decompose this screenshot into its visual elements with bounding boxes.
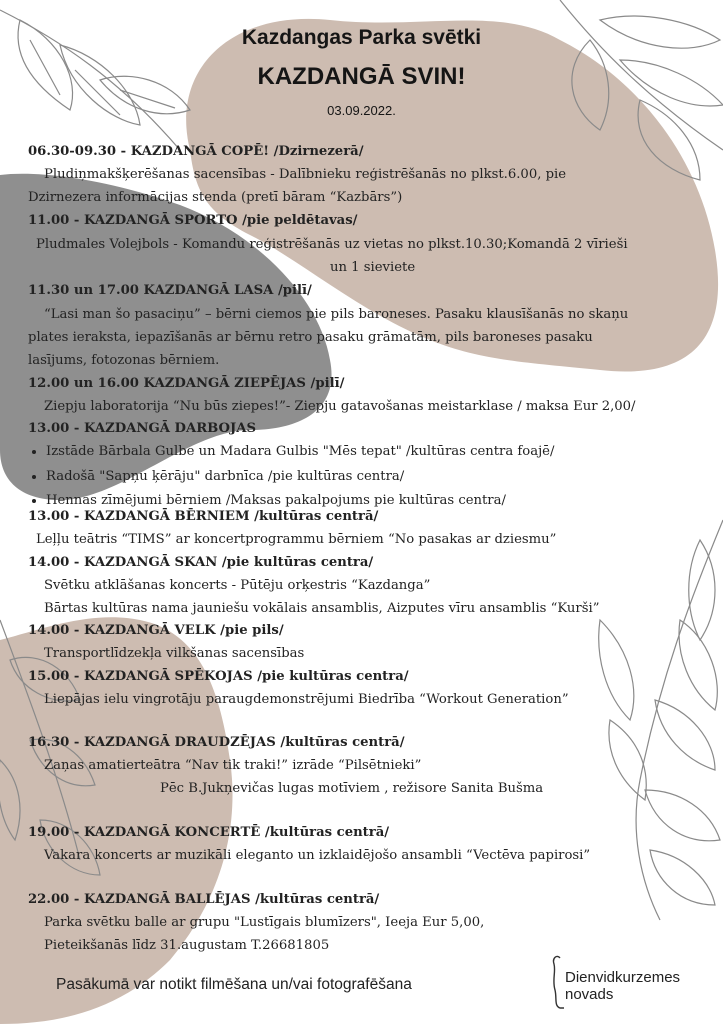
event-description: Pieteikšanās līdz 31.augustam T.26681805 [44, 938, 330, 953]
event-description: Vakara koncerts ar muzikāli eleganto un izklaidējošo ansambli “Vectēva papirosi” [44, 848, 591, 863]
event-heading: 14.00 - KAZDANGĀ SKAN /pie kultūras centra/ [28, 555, 374, 570]
filming-notice: Pasākumā var notikt filmēšana un/vai fotografēšana [56, 976, 412, 993]
event-description: Bārtas kultūras nama jauniešu vokālais ansamblis, Aizputes vīru ansamblis “Kurši” [44, 601, 600, 616]
event-description: Dzirnezera informācijas stenda (pretī bāram “Kazbārs”) [28, 190, 403, 205]
event-heading: 11.00 - KAZDANGĀ SPORTO /pie peldētavas/ [28, 213, 358, 228]
event-heading: 15.00 - KAZDANGĀ SPĒKOJAS /pie kultūras centra/ [28, 669, 409, 684]
event-description: “Lasi man šo pasaciņu” – bērni ciemos pie pils baroneses. Pasaku klausīšanās no skaņu [44, 307, 629, 322]
event-heading: 13.00 - KAZDANGĀ DARBOJAS [28, 421, 257, 436]
event-description: lasījums, fotozonas bērniem. [28, 353, 220, 368]
event-title: Kazdangas Parka svētki [241, 26, 482, 49]
event-heading: 22.00 - KAZDANGĀ BALLĒJAS /kultūras centrā/ [28, 892, 380, 907]
event-description: Leļļu teātris “TIMS” ar koncertprogrammu bērniem “No pasakas ar dziesmu” [36, 532, 557, 547]
list-item: • Hennas zīmējumi bērniem /Maksas pakalpojums pie kultūras centra/ [46, 489, 554, 514]
event-description: Transportlīdzekļa vilkšanas sacensības [44, 646, 305, 661]
event-description: Parka svētku balle ar grupu "Lustīgais blumīzers", Ieeja Eur 5,00, [44, 915, 485, 930]
event-description: Pludmales Volejbols - Komandu reģistrēšanās uz vietas no plkst.10.30;Komandā 2 vīrieši [36, 237, 628, 252]
event-heading: 14.00 - KAZDANGĀ VELK /pie pils/ [28, 623, 284, 638]
event-date: 03.09.2022. [327, 103, 396, 118]
list-item: • Radošā "Sapņu ķērāju" darbnīca /pie kultūras centra/ [46, 465, 554, 490]
event-description: Zaņas amatierteātra “Nav tik traki!” izrāde “Pilsētnieki” [44, 758, 422, 773]
logo-text-line1: Dienvidkurzemes [565, 969, 681, 986]
region-map-icon [554, 956, 564, 1008]
event-description: un 1 sieviete [330, 260, 416, 275]
event-heading: 13.00 - KAZDANGĀ BĒRNIEM /kultūras centrā/ [28, 509, 379, 524]
event-subtitle: KAZDANGĀ SVIN! [257, 63, 466, 90]
event-heading: 11.30 un 17.00 KAZDANGĀ LASA /pilī/ [28, 283, 312, 298]
event-item-list [28, 440, 554, 514]
event-description: Pludiņmakšķerēšanas sacensības - Dalībnieku reģistrēšanās no plkst.6.00, pie [44, 167, 567, 182]
event-description: Ziepju laboratorija “Nu būs ziepes!”- Ziepju gatavošanas meistarklase / maksa Eur 2,00/ [44, 399, 636, 414]
event-heading: 19.00 - KAZDANGĀ KONCERTĒ /kultūras centrā/ [28, 825, 390, 840]
event-heading: 16.30 - KAZDANGĀ DRAUDZĒJAS /kultūras centrā/ [28, 735, 405, 750]
list-item: • Izstāde Bārbala Gulbe un Madara Gulbis "Mēs tepat" /kultūras centra foajē/ [46, 440, 554, 465]
event-description: plates ieraksta, iepazīšanās ar bērnu retro pasaku grāmatām, pils baroneses pasaku [28, 330, 593, 345]
logo-text-line2: novads [565, 986, 614, 1003]
event-description: Liepājas ielu vingrotāju paraugdemonstrējumi Biedrība “Workout Generation” [44, 692, 569, 707]
event-description: Pēc B.Jukņevičas lugas motīviem , režisore Sanita Bušma [160, 781, 544, 796]
event-heading: 12.00 un 16.00 KAZDANGĀ ZIEPĒJAS /pilī/ [28, 376, 345, 391]
event-description: Svētku atklāšanas koncerts - Pūtēju orķestris “Kazdanga” [44, 578, 431, 593]
event-heading: 06.30-09.30 - KAZDANGĀ COPĒ! /Dzirnezerā/ [28, 144, 364, 159]
